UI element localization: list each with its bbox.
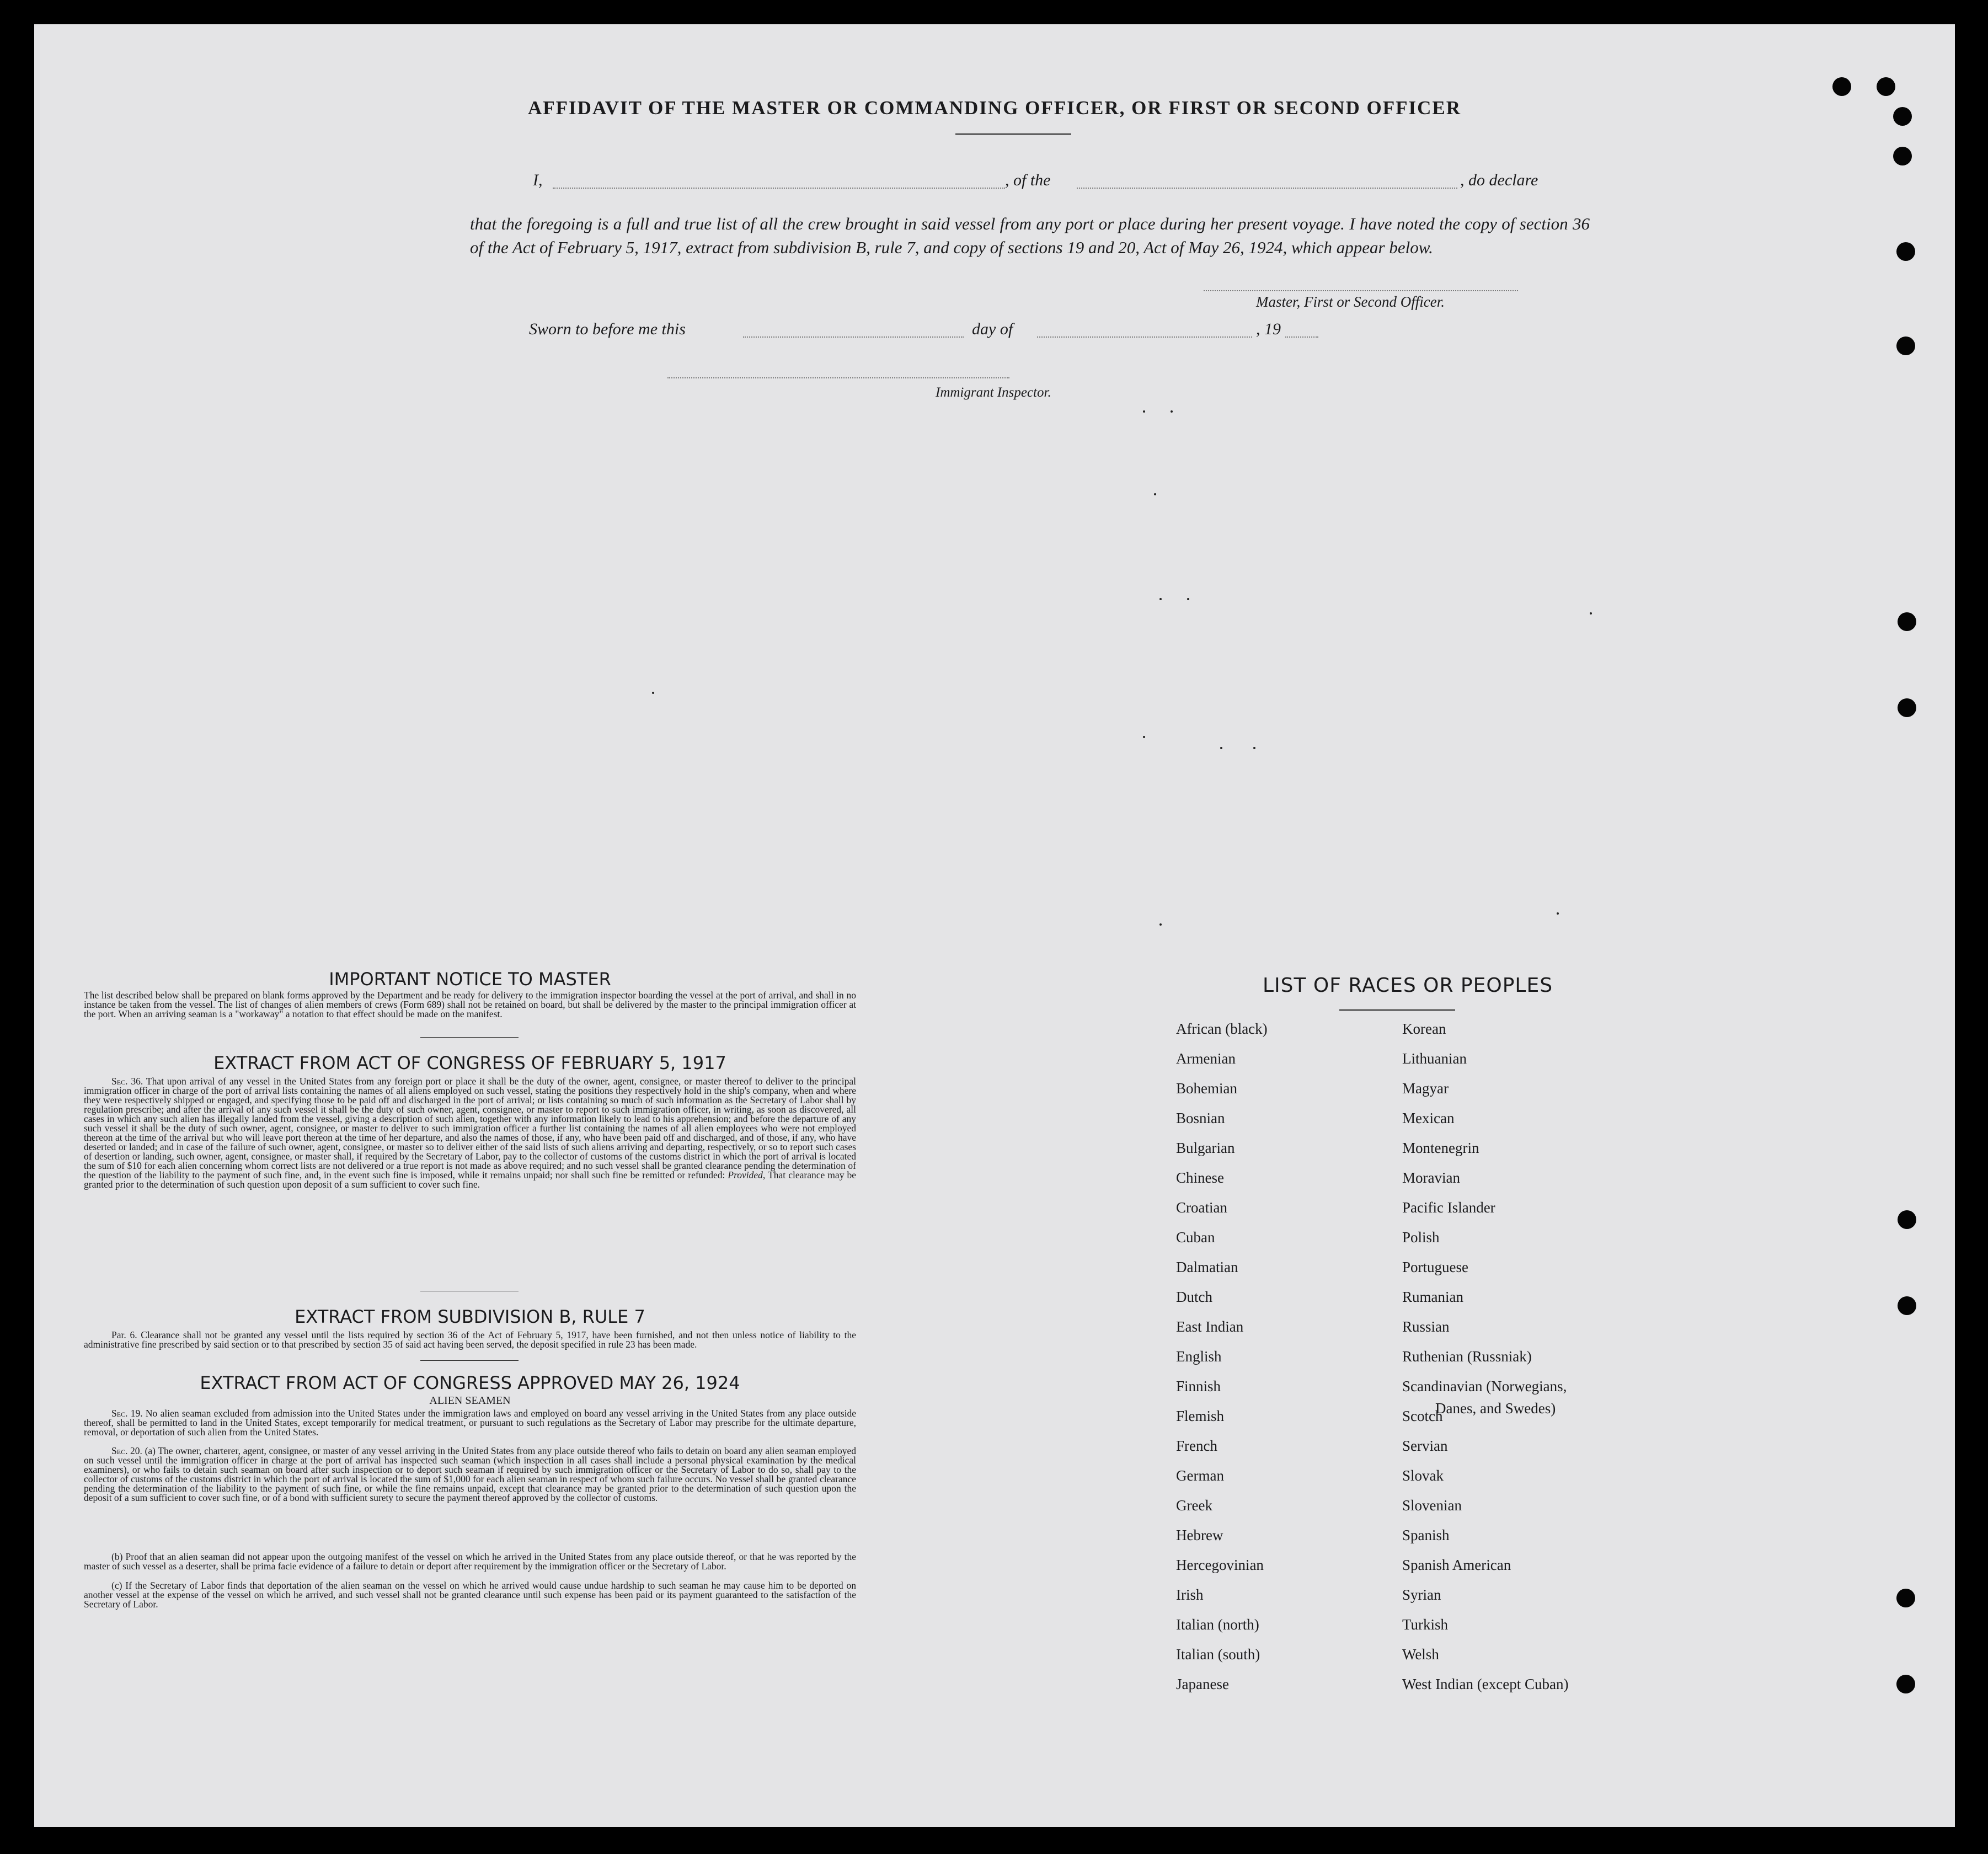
races-title: LIST OF RACES OR PEOPLES [1262,974,1553,997]
speck [1159,923,1162,926]
punch-hole [1898,612,1916,631]
sworn-month-field[interactable] [1037,336,1252,338]
speck [1557,912,1559,915]
of-the-label: , of the [1005,171,1051,189]
section-20a-body: (a) The owner, charterer, agent, consignee, or master of any vessel arriving in the United States from any place outside thereof who fails to detain on board any alien seaman employed on such vessel until the immigration officer in charge at the port of arrival has inspected such seaman (which inspection in all cases shall include a personal physical examination by the medical examiners), or who fails to detain such seaman on board after such inspection or to deport such seaman if required by such immigration officer or the Secretary of Labor to do so, shall pay to the collector of customs of the customs district in which the port of arrival is located the sum of $1,000 for each alien seaman in respect of whom such failure occurs. No vessel shall be granted clearance pending the determination of the liability to the payment of such fine, or while the fine remains unpaid, except that clearance may be granted prior to the determination of such question upon the deposit of a sum sufficient to cover such fine, or of a bond with sufficient surety to secure the payment thereof approved by the collector of customs. [84,1445,856,1503]
section-19-body: No alien seaman excluded from admission into the United States under the immigration laws and employed on board any vessel arriving in the United States from any place outside thereof, shall be permitted to land in the United States, except temporarily for medical treatment, or pursuant to such regulations as the Secretary of Labor may prescribe for the ultimate departure, removal, or deportation of such alien from the United States. [84,1408,857,1438]
race-item: Spanish [1402,1527,1450,1543]
sworn-year-field[interactable] [1285,336,1318,338]
divider [420,1360,519,1361]
race-item: Russian [1402,1318,1450,1335]
punch-hole [1896,1675,1915,1693]
race-item: Scandinavian (Norwegians, [1402,1378,1567,1394]
section-36-end: That clearance may be granted prior to the determination of such question upon deposit of a sum sufficient to cover such fine. [84,1169,857,1190]
speck [1143,410,1145,413]
declaration-text: that the foregoing is a full and true list of all the crew brought in said vessel from any port or place during her present voyage. I have noted the copy of section 36 of the Act of February 5, 1917, extract from subdivision B, rule 7, and copy of sections 19 and 20, Act of May 26, 1924, which appear below. [470,214,1590,257]
race-item: Chinese [1176,1169,1224,1186]
race-item: Turkish [1402,1616,1449,1633]
speck [1159,598,1162,600]
notice-text: The list described below shall be prepared on blank forms approved by the Department and be ready for delivery to the immigration inspector boarding the vessel at the port of arrival, and shall in no instance be taken from the vessel. The list of changes of alien members of crews (Form 689) shall not be retained on board, but shall be delivered by the master to the principal immigration officer at the port. When an arriving seaman is a "workaway" a notation to that effect should be made on the manifest. [84,990,856,1019]
race-item: French [1176,1438,1217,1454]
race-item: East Indian [1176,1318,1244,1335]
divider [420,1037,519,1038]
race-item: Japanese [1176,1676,1229,1692]
extract-1917-title: EXTRACT FROM ACT OF CONGRESS OF FEBRUARY 5, 1917 [213,1052,726,1073]
race-item: West Indian (except Cuban) [1402,1676,1569,1692]
race-item: Slovenian [1402,1497,1462,1514]
race-item: Finnish [1176,1378,1221,1394]
punch-hole [1896,242,1915,261]
section-label: Sec. 19. [111,1408,143,1419]
race-item: Italian (north) [1176,1616,1259,1633]
speck [1253,747,1255,749]
race-item: English [1176,1348,1222,1365]
speck [1171,410,1173,413]
races-right-column [1402,1014,1568,1699]
day-of-label: day of [972,320,1013,338]
punch-hole [1893,147,1912,165]
punch-hole [1898,1296,1916,1315]
race-item: Dutch [1176,1289,1212,1305]
race-item: Lithuanian [1402,1050,1467,1067]
punch-hole [1832,77,1851,96]
punch-hole [1896,1589,1915,1607]
race-item: Hercegovinian [1176,1557,1264,1573]
year-prefix: , 19 [1256,320,1281,338]
extract-rule7-title: EXTRACT FROM SUBDIVISION B, RULE 7 [295,1306,645,1327]
race-item: Greek [1176,1497,1212,1514]
vessel-name-field[interactable] [1077,188,1457,189]
document-page [34,24,1955,1827]
extract-1924-title: EXTRACT FROM ACT OF CONGRESS APPROVED MAY 26, 1924 [200,1372,740,1393]
race-item: Cuban [1176,1229,1215,1246]
speck [1220,747,1222,749]
race-item: Spanish American [1402,1557,1511,1573]
declarant-prefix: I, [533,171,543,189]
section-label: Sec. 36. [111,1076,143,1087]
race-item: Bosnian [1176,1110,1225,1126]
race-item: Scotch [1402,1408,1443,1424]
race-item: Bulgarian [1176,1140,1235,1156]
speck [1143,736,1145,738]
sworn-day-field[interactable] [743,336,964,338]
inspector-caption: Immigrant Inspector. [936,385,1051,400]
race-item: Pacific Islander [1402,1199,1495,1216]
race-item: Mexican [1402,1110,1455,1126]
punch-hole [1896,336,1915,355]
race-item: Croatian [1176,1199,1227,1216]
race-item: Servian [1402,1438,1448,1454]
sworn-label: Sworn to before me this [529,320,686,338]
race-item: Moravian [1402,1169,1460,1186]
race-item: Welsh [1402,1646,1439,1663]
race-item: Italian (south) [1176,1646,1260,1663]
inspector-signature-line[interactable] [667,377,1009,378]
race-item: Hebrew [1176,1527,1223,1543]
race-item: German [1176,1467,1224,1484]
race-item: Ruthenian (Russniak) [1402,1348,1532,1365]
extract-1917-text [84,1077,856,1189]
speck [1154,493,1156,495]
signature-line[interactable] [1204,290,1518,291]
title-underline [955,133,1071,135]
races-underline [1339,1009,1455,1011]
provided-term: Provided, [728,1169,766,1180]
extract-rule7-text: Par. 6. Clearance shall not be granted any vessel until the lists required by section 36 of the Act of February 5, 1917, have been furnished, and not then unless notice of liability to the administrative fine prescribed by said section or to that prescribed by section 35 of said act having been served, the deposit specified in rule 23 has been made. [84,1329,856,1350]
extract-1924-sec20c: (c) If the Secretary of Labor finds that deportation of the alien seaman on the vessel on which he arrived would cause undue hardship to such seaman he may cause him to be deported on another vessel at the expense of the vessel on which he arrived, and such vessel shall not be granted clearance until such expense has been paid or its payment guaranteed to the satisfaction of the Secretary of Labor. [84,1580,856,1610]
section-label: Sec. 20. [111,1445,142,1456]
race-item: Armenian [1176,1050,1236,1067]
race-item: Rumanian [1402,1289,1463,1305]
race-item: Bohemian [1176,1080,1237,1097]
speck [652,692,654,694]
speck [1187,598,1189,600]
race-item: Korean [1402,1020,1446,1037]
race-item: Montenegrin [1402,1140,1479,1156]
speck [1590,612,1592,615]
race-item: Syrian [1402,1586,1441,1603]
alien-seamen-subtitle: ALIEN SEAMEN [429,1394,511,1407]
race-item: Magyar [1402,1080,1449,1097]
affidavit-title: AFFIDAVIT OF THE MASTER OR COMMANDING OFFICER, OR FIRST OR SECOND OFFICER [528,97,1461,119]
race-item: Dalmatian [1176,1259,1238,1275]
extract-1924-sec20a [84,1446,856,1503]
race-item: Polish [1402,1229,1440,1246]
races-left-column [1176,1014,1268,1699]
notice-title: IMPORTANT NOTICE TO MASTER [329,969,611,990]
race-item: Irish [1176,1586,1204,1603]
race-item: Portuguese [1402,1259,1468,1275]
extract-1924-sec19 [84,1409,856,1437]
do-declare-label: , do declare [1460,171,1538,189]
punch-hole [1898,698,1916,717]
section-36-body: That upon arrival of any vessel in the United States from any foreign port or place it shall be the duty of the owner, agent, consignee, or master thereof to deliver to the principal immigration officer in charge of the port of arrival lists containing the names of all aliens employed on such vessel, stating the positions they respectively hold in the ship's company, when and where they were respectively shipped or engaged, and specifying those to be paid off and discharged in the port of arrival; or lists containing so much of such information as the Secretary of Labor shall by regulation prescribe; and after the arrival of any such vessel it shall be the duty of such owner, agent, consignee, or master to report to such immigration officer, in writing, as soon as discovered, all cases in which any such alien has illegally landed from the vessel, giving a description of such alien, together with any information likely to lead to his apprehension; and before the departure of any such vessel it shall be the duty of such owner, agent, consignee, or master to deliver to such immigration officer a further list containing the names of all alien employees who were not employed thereon at the time of the arrival but who will leave port thereon at the time of her departure, and also the names of those, if any, who have been paid off and discharged, and of those, if any, who have deserted or landed; and in case of the failure of such owner, agent, consignee, or master so to deliver either of the said lists of such aliens arriving and departing, respectively, or so to report such cases of desertion or landing, such owner, agent, consignee, or master shall, if required by the Secretary of Labor, pay to the collector of customs of the customs district in which the port of arrival is located the sum of $10 for each alien concerning whom correct lists are not delivered or a true report is not made as above required; and no such vessel shall be granted clearance pending the determination of the question of the liability to the payment of such fine, and, in the event such fine is imposed, while it remains unpaid; nor shall such fine be remitted or refunded: [84,1076,856,1180]
scandinavian-continuation: Danes, and Swedes) [1435,1400,1556,1417]
punch-hole [1877,77,1895,96]
signature-caption: Master, First or Second Officer. [1256,293,1445,310]
race-item: Flemish [1176,1408,1225,1424]
race-item: African (black) [1176,1020,1268,1037]
punch-hole [1898,1210,1916,1229]
race-item: Slovak [1402,1467,1444,1484]
declarant-name-field[interactable] [553,188,1005,189]
extract-1924-sec20b: (b) Proof that an alien seaman did not appear upon the outgoing manifest of the vessel on which he arrived in the United States from any place outside thereof, or that he was reported by the master of such vessel as a deserter, shall be prima facie evidence of a failure to detain or deport after requirement by the immigration officer or the Secretary of Labor. [84,1551,856,1572]
